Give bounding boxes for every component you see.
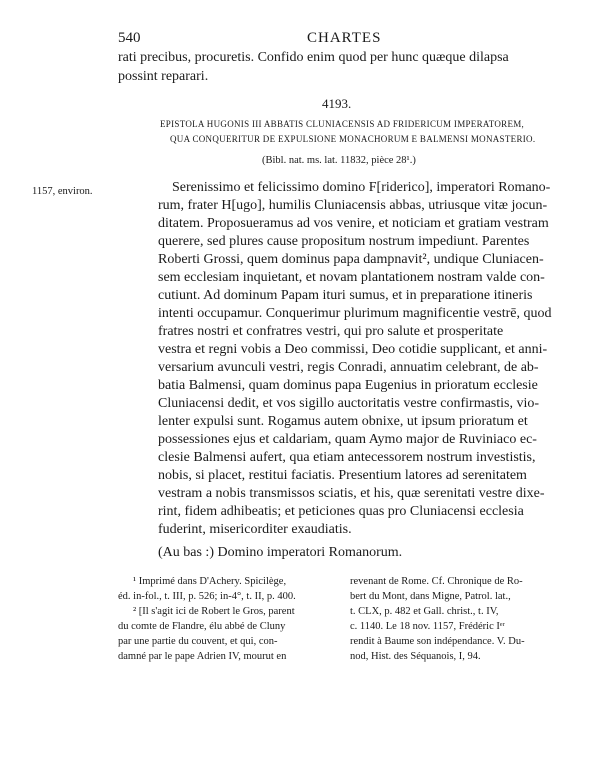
body-line: rint, fidem adhibeatis; et peticiones quas pro Cluniacensi ecclesia [158,504,524,519]
footnote-line: t. CLX, p. 482 et Gall. christ., t. IV, [350,606,499,617]
footnote-line: rendit à Baume son indépendance. V. Du- [350,636,525,647]
body-line: fratres nostri et confratres vestri, qui pro salute et prosperitate [158,324,504,339]
footnote-line: ² [Il s'agit ici de Robert le Gros, parent [133,606,295,617]
body-line: intenti occupamur. Conquerimur plurimum magnificentie vestrē, quod [158,306,552,321]
body-line: sem ecclesiam inquietant, et novam plantationem nostram valde con- [158,270,545,285]
document-heading-line: EPISTOLA HUGONIS III ABBATIS CLUNIACENSIS AD FRIDERICUM IMPERATOREM, [160,119,525,129]
running-title: CHARTES [307,30,382,46]
body-line: clesie Balmensi aufert, qua etiam antecessorem nostrum investistis, [158,450,536,465]
body-line: Roberti Grossi, quem dominus papa dampnavit², undique Cluniacen- [158,252,544,267]
footnote-line: ¹ Imprimé dans D'Achery. Spicilège, [133,576,287,587]
document-heading-line: QUA CONQUERITUR DE EXPULSIONE MONACHORUM E BALMENSI MONASTERIO. [170,134,536,144]
footnote-line: éd. in-fol., t. III, p. 526; in-4°, t. II, p. 400. [118,591,296,602]
continuation-line: possint reparari. [118,69,209,84]
footnote-line: par une partie du couvent, et qui, con- [118,636,278,647]
page-number: 540 [118,30,141,46]
body-line: nobis, si placet, restitui faciatis. Presentium latores ad serenitatem [158,468,527,483]
source-reference: (Bibl. nat. ms. lat. 11832, pièce 28¹.) [262,155,416,166]
annotation-line: (Au bas :) Domino imperatori Romanorum. [158,545,403,560]
body-line: cutiunt. Ad dominum Papam ituri sumus, et in preparatione itineris [158,288,533,303]
footnote-line: damné par le pape Adrien IV, mourut en [118,651,287,662]
body-line: possessiones ejus et caldariam, quam Aymo major de Ruviniaco ec- [158,432,537,447]
body-line: rum, frater H[ugo], humilis Cluniacensis abbas, utriusque vitæ jocun- [158,198,548,213]
body-line: vestra et regni vobis a Deo commissi, Deo cotidie supplicant, et anni- [158,342,548,357]
footnote-line: revenant de Rome. Cf. Chronique de Ro- [350,576,523,587]
body-line: batia Balmensi, quam dominus papa Eugenius in prioratum ecclesie [158,378,538,393]
document-number: 4193. [322,96,352,111]
footnote-line: c. 1140. Le 18 nov. 1157, Frédéric Iᵉʳ [350,621,505,632]
body-line: ditatem. Proposueramus ad vos venire, et noticiam et gratiam vestram [158,216,549,231]
continuation-line: rati precibus, procuretis. Confido enim quod per hunc quæque dilapsa [118,50,509,65]
footnote-line: du comte de Flandre, élu abbé de Cluny [118,621,286,632]
body-line: vestram a nobis transmissos sciatis, et his, quæ serenitati vestre dixe- [158,486,545,501]
body-line: querere, sed plures cause propositum nostrum impediunt. Parentes [158,234,530,249]
body-line: Cluniacensi dedit, et vos sigillo auctoritatis vestre confirmastis, vio- [158,396,540,411]
footnote-line: bert du Mont, dans Migne, Patrol. lat., [350,591,511,602]
body-line: versarium avunculi vestri, regis Conradi, annuatim celebrant, de ab- [158,360,539,375]
body-line: fuderint, misericorditer exaudiatis. [158,522,352,537]
footnote-line: nod, Hist. des Séquanois, I, 94. [350,651,481,662]
margin-date: 1157, environ. [32,186,93,197]
body-line: Serenissimo et felicissimo domino F[riderico], imperatori Romano- [172,180,551,195]
body-line: lenter expulsi sunt. Rogamus autem obnixe, ut ipsum prioratum et [158,414,528,429]
